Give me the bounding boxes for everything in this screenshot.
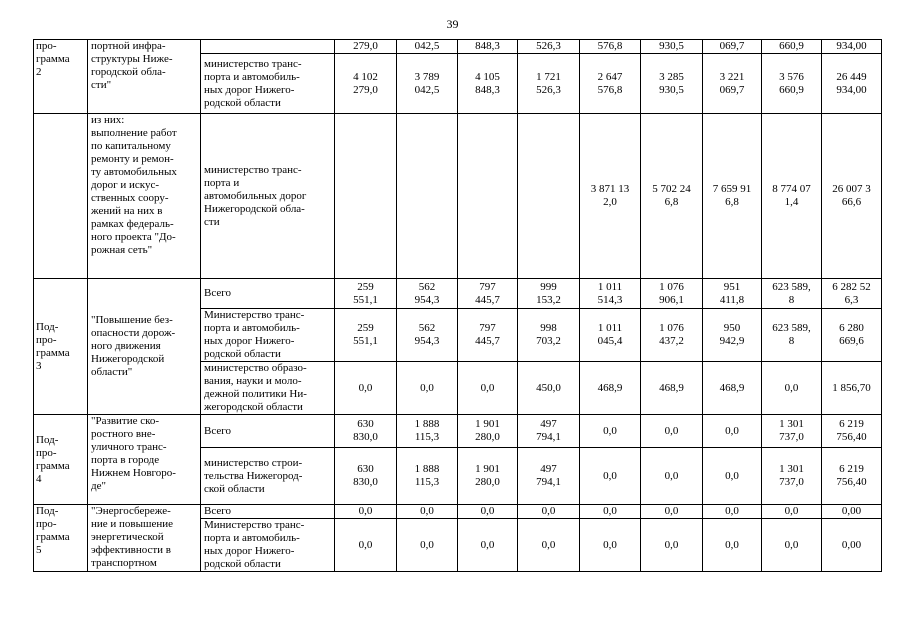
value-cell: 623 589, 8 xyxy=(762,279,822,309)
value-cell: 0,0 xyxy=(641,415,703,448)
value-cell: 259 551,1 xyxy=(335,309,397,362)
executor-cell: Всего xyxy=(201,505,335,519)
value-cell: 497 794,1 xyxy=(518,448,580,505)
value-cell: 576,8 xyxy=(580,40,641,54)
program-cell: Под- про- грамма 5 xyxy=(34,505,88,572)
executor-cell xyxy=(201,40,335,54)
value-cell: 3 285 930,5 xyxy=(641,54,703,114)
table-row xyxy=(34,114,882,279)
value-cell: 562 954,3 xyxy=(397,279,458,309)
table-row xyxy=(34,415,882,448)
value-cell: 0,0 xyxy=(762,362,822,415)
value-cell: 6 280 669,6 xyxy=(822,309,882,362)
value-cell: 042,5 xyxy=(397,40,458,54)
value-cell: 0,0 xyxy=(397,505,458,519)
value-cell: 468,9 xyxy=(703,362,762,415)
value-cell: 0,0 xyxy=(580,505,641,519)
value-cell: 7 659 91 6,8 xyxy=(703,114,762,279)
program-cell xyxy=(34,114,88,279)
program-cell: Под- про- грамма 4 xyxy=(34,415,88,505)
value-cell: 1 011 045,4 xyxy=(580,309,641,362)
program-name-cell: из них: выполнение работ по капитальному ремонту и ремон- ту автомобильных дорог и искус- ственных соору- жений на них в рамках федераль- ного проекта "До- рожная сеть" xyxy=(88,114,201,279)
value-cell: 3 576 660,9 xyxy=(762,54,822,114)
program-name-cell: портной инфра- структуры Ниже- городской обла- сти" xyxy=(88,40,201,114)
value-cell: 0,0 xyxy=(518,505,580,519)
value-cell: 951 411,8 xyxy=(703,279,762,309)
value-cell: 797 445,7 xyxy=(458,279,518,309)
value-cell: 5 702 24 6,8 xyxy=(641,114,703,279)
value-cell: 1 901 280,0 xyxy=(458,415,518,448)
program-cell: про- грамма 2 xyxy=(34,40,88,114)
value-cell: 1 721 526,3 xyxy=(518,54,580,114)
executor-cell: Всего xyxy=(201,415,335,448)
value-cell: 0,00 xyxy=(822,519,882,572)
value-cell: 450,0 xyxy=(518,362,580,415)
value-cell: 0,0 xyxy=(397,519,458,572)
value-cell: 0,0 xyxy=(397,362,458,415)
value-cell: 468,9 xyxy=(580,362,641,415)
value-cell: 0,0 xyxy=(703,505,762,519)
value-cell xyxy=(518,114,580,279)
value-cell: 630 830,0 xyxy=(335,415,397,448)
value-cell: 0,0 xyxy=(518,519,580,572)
value-cell: 998 703,2 xyxy=(518,309,580,362)
value-cell: 0,0 xyxy=(641,505,703,519)
value-cell: 0,0 xyxy=(458,362,518,415)
value-cell: 999 153,2 xyxy=(518,279,580,309)
value-cell: 0,0 xyxy=(580,415,641,448)
value-cell xyxy=(458,114,518,279)
value-cell: 497 794,1 xyxy=(518,415,580,448)
program-name-cell: "Повышение без- опасности дорож- ного движения Нижегородской области" xyxy=(88,279,201,415)
value-cell: 0,0 xyxy=(335,362,397,415)
table-row xyxy=(34,40,882,54)
value-cell: 0,0 xyxy=(762,505,822,519)
value-cell: 4 102 279,0 xyxy=(335,54,397,114)
value-cell: 0,0 xyxy=(703,415,762,448)
value-cell: 930,5 xyxy=(641,40,703,54)
value-cell: 848,3 xyxy=(458,40,518,54)
value-cell: 526,3 xyxy=(518,40,580,54)
executor-cell: министерство строи- тельства Нижегород- ской области xyxy=(201,448,335,505)
value-cell: 0,0 xyxy=(580,448,641,505)
value-cell: 26 007 3 66,6 xyxy=(822,114,882,279)
funding-table xyxy=(33,39,882,572)
value-cell: 279,0 xyxy=(335,40,397,54)
value-cell: 6 282 52 6,3 xyxy=(822,279,882,309)
value-cell xyxy=(335,114,397,279)
value-cell: 26 449 934,00 xyxy=(822,54,882,114)
value-cell: 0,0 xyxy=(762,519,822,572)
value-cell: 259 551,1 xyxy=(335,279,397,309)
value-cell: 660,9 xyxy=(762,40,822,54)
value-cell: 1 076 906,1 xyxy=(641,279,703,309)
value-cell: 3 871 13 2,0 xyxy=(580,114,641,279)
value-cell: 1 076 437,2 xyxy=(641,309,703,362)
value-cell: 3 221 069,7 xyxy=(703,54,762,114)
value-cell: 0,0 xyxy=(335,519,397,572)
value-cell: 468,9 xyxy=(641,362,703,415)
value-cell: 1 301 737,0 xyxy=(762,448,822,505)
page-number: 39 xyxy=(446,17,459,31)
value-cell: 623 589, 8 xyxy=(762,309,822,362)
value-cell: 2 647 576,8 xyxy=(580,54,641,114)
value-cell: 0,00 xyxy=(822,505,882,519)
value-cell: 0,0 xyxy=(703,519,762,572)
value-cell: 1 856,70 xyxy=(822,362,882,415)
program-cell: Под- про- грамма 3 xyxy=(34,279,88,415)
executor-cell: министерство транс- порта и автомобильных дорог Нижегородской обла- сти xyxy=(201,114,335,279)
executor-cell: Министерство транс- порта и автомобиль- ных дорог Нижего- родской области xyxy=(201,519,335,572)
value-cell: 1 888 115,3 xyxy=(397,415,458,448)
value-cell: 0,0 xyxy=(580,519,641,572)
value-cell: 3 789 042,5 xyxy=(397,54,458,114)
value-cell: 1 011 514,3 xyxy=(580,279,641,309)
value-cell: 562 954,3 xyxy=(397,309,458,362)
value-cell: 934,00 xyxy=(822,40,882,54)
value-cell: 630 830,0 xyxy=(335,448,397,505)
value-cell: 1 901 280,0 xyxy=(458,448,518,505)
executor-cell: Всего xyxy=(201,279,335,309)
value-cell: 069,7 xyxy=(703,40,762,54)
value-cell: 0,0 xyxy=(703,448,762,505)
table-row xyxy=(34,505,882,519)
table-row xyxy=(34,279,882,309)
value-cell: 797 445,7 xyxy=(458,309,518,362)
value-cell: 0,0 xyxy=(641,519,703,572)
value-cell: 1 301 737,0 xyxy=(762,415,822,448)
value-cell: 0,0 xyxy=(458,519,518,572)
value-cell: 0,0 xyxy=(335,505,397,519)
program-name-cell: "Энергосбереже- ние и повышение энергетической эффективности в транспортном xyxy=(88,505,201,572)
value-cell: 6 219 756,40 xyxy=(822,448,882,505)
executor-cell: министерство образо- вания, науки и моло- дежной политики Ни- жегородской области xyxy=(201,362,335,415)
executor-cell: министерство транс- порта и автомобиль- ных дорог Нижего- родской области xyxy=(201,54,335,114)
value-cell: 950 942,9 xyxy=(703,309,762,362)
value-cell: 4 105 848,3 xyxy=(458,54,518,114)
value-cell: 0,0 xyxy=(458,505,518,519)
value-cell: 1 888 115,3 xyxy=(397,448,458,505)
value-cell: 8 774 07 1,4 xyxy=(762,114,822,279)
value-cell: 6 219 756,40 xyxy=(822,415,882,448)
executor-cell: Министерство транс- порта и автомобиль- ных дорог Нижего- родской области xyxy=(201,309,335,362)
value-cell xyxy=(397,114,458,279)
program-name-cell: "Развитие ско- ростного вне- уличного транс- порта в городе Нижнем Новгоро- де" xyxy=(88,415,201,505)
value-cell: 0,0 xyxy=(641,448,703,505)
